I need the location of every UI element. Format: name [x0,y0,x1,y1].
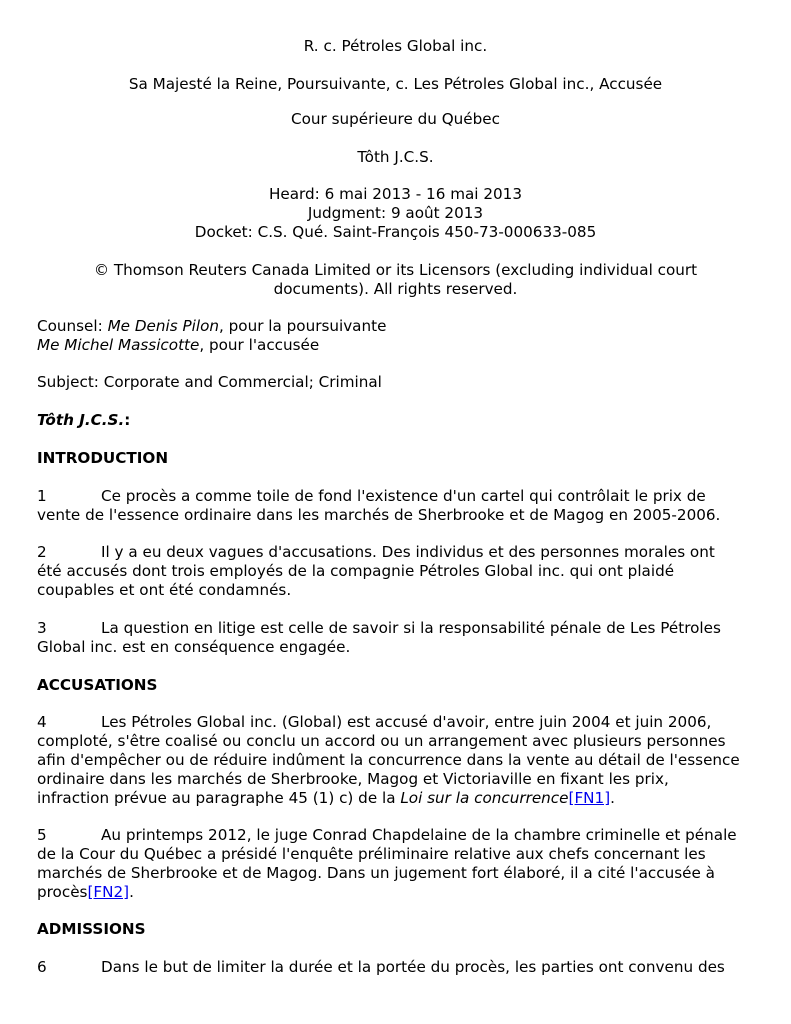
copyright-line-2: documents). All rights reserved. [273,280,518,298]
footnote-link-fn1[interactable]: [FN1] [568,789,611,807]
paragraph-5-line-2: de la Cour du Québec a présidé l'enquête préliminaire relative aux chefs concernant les [37,845,706,863]
counsel-name-prosecution: Me Denis Pilon [107,317,219,335]
paragraph-number: 4 [37,713,47,731]
paragraph-text: Il y a eu deux vagues d'accusations. Des individus et des personnes morales ont [101,543,715,561]
paragraph-text: infraction prévue au paragraphe 45 (1) c) de la [37,789,401,807]
paragraph-number: 6 [37,958,47,976]
sentence-end: . [129,883,134,901]
paragraph-text: La question en litige est celle de savoir si la responsabilité pénale de Les Pétroles [101,619,721,637]
judge-heading [37,411,762,430]
heard-dates: Heard: 6 mai 2013 - 16 mai 2013 [268,185,522,203]
sentence-end: . [610,789,615,807]
judgment-date: Judgment: 9 août 2013 [307,204,484,222]
counsel-label: Counsel: [37,317,108,335]
paragraph-5-line-1 [37,826,762,845]
section-heading-admissions: ADMISSIONS [37,920,146,938]
paragraph-4-line-1 [37,713,762,732]
paragraph-number: 1 [37,487,47,505]
footnote-link-fn2[interactable]: [FN2] [87,883,130,901]
counsel-name-defence: Me Michel Massicotte [37,336,200,354]
court-name: Cour supérieure du Québec [291,110,500,128]
paragraph-5-line-3: marchés de Sherbrooke et de Magog. Dans un jugement fort élaboré, il a cité l'accusée à [37,864,715,882]
counsel-line-2 [37,336,762,355]
paragraph-6-line-1 [37,958,762,977]
counsel-role-defence: , pour l'accusée [199,336,320,354]
paragraph-3-line-1 [37,619,762,638]
paragraph-4-line-4: ordinaire dans les marchés de Sherbrooke, Magog et Victoriaville en fixant les prix, [37,770,669,788]
paragraph-4-line-2: comploté, s'être coalisé ou conclu un accord ou un arrangement avec plusieurs personnes [37,732,726,750]
docket-number: Docket: C.S. Qué. Saint-François 450-73-000633-085 [194,223,597,241]
paragraph-1-line-1 [37,487,762,506]
paragraph-number: 5 [37,826,47,844]
subject-line: Subject: Corporate and Commercial; Criminal [37,373,382,391]
paragraph-2-line-3: coupables et ont été condamnés. [37,581,292,599]
counsel-line-1 [37,317,762,336]
paragraph-text: Au printemps 2012, le juge Conrad Chapdelaine de la chambre criminelle et pénale [101,826,737,844]
paragraph-3-line-2: Global inc. est en conséquence engagée. [37,638,351,656]
paragraph-text: Dans le but de limiter la durée et la portée du procès, les parties ont convenu des [101,958,725,976]
section-heading-introduction: INTRODUCTION [37,449,169,467]
paragraph-4-line-5 [37,789,762,808]
judge-heading-colon: : [124,411,131,429]
paragraph-2-line-2: été accusés dont trois employés de la compagnie Pétroles Global inc. qui ont plaidé [37,562,675,580]
paragraph-2-line-1 [37,543,762,562]
paragraph-5-line-4 [37,883,762,902]
paragraph-text: procès [37,883,88,901]
copyright-line-1: © Thomson Reuters Canada Limited or its Licensors (excluding individual court [93,261,698,279]
paragraph-number: 2 [37,543,47,561]
paragraph-text: Les Pétroles Global inc. (Global) est accusé d'avoir, entre juin 2004 et juin 2006, [101,713,712,731]
case-name: R. c. Pétroles Global inc. [303,37,488,55]
section-heading-accusations: ACCUSATIONS [37,676,158,694]
statute-title: Loi sur la concurrence [400,789,569,807]
paragraph-number: 3 [37,619,47,637]
judge-heading-name: Tôth J.C.S. [37,411,125,429]
counsel-role-prosecution: , pour la poursuivante [219,317,387,335]
paragraph-text: Ce procès a comme toile de fond l'existence d'un cartel qui contrôlait le prix de [101,487,706,505]
parties-line: Sa Majesté la Reine, Poursuivante, c. Les Pétroles Global inc., Accusée [128,75,663,93]
paragraph-4-line-3: afin d'empêcher ou de réduire indûment la concurrence dans la vente au détail de l'essence [37,751,740,769]
judge-name: Tôth J.C.S. [357,148,434,166]
paragraph-1-line-2: vente de l'essence ordinaire dans les marchés de Sherbrooke et de Magog en 2005-2006. [37,506,721,524]
